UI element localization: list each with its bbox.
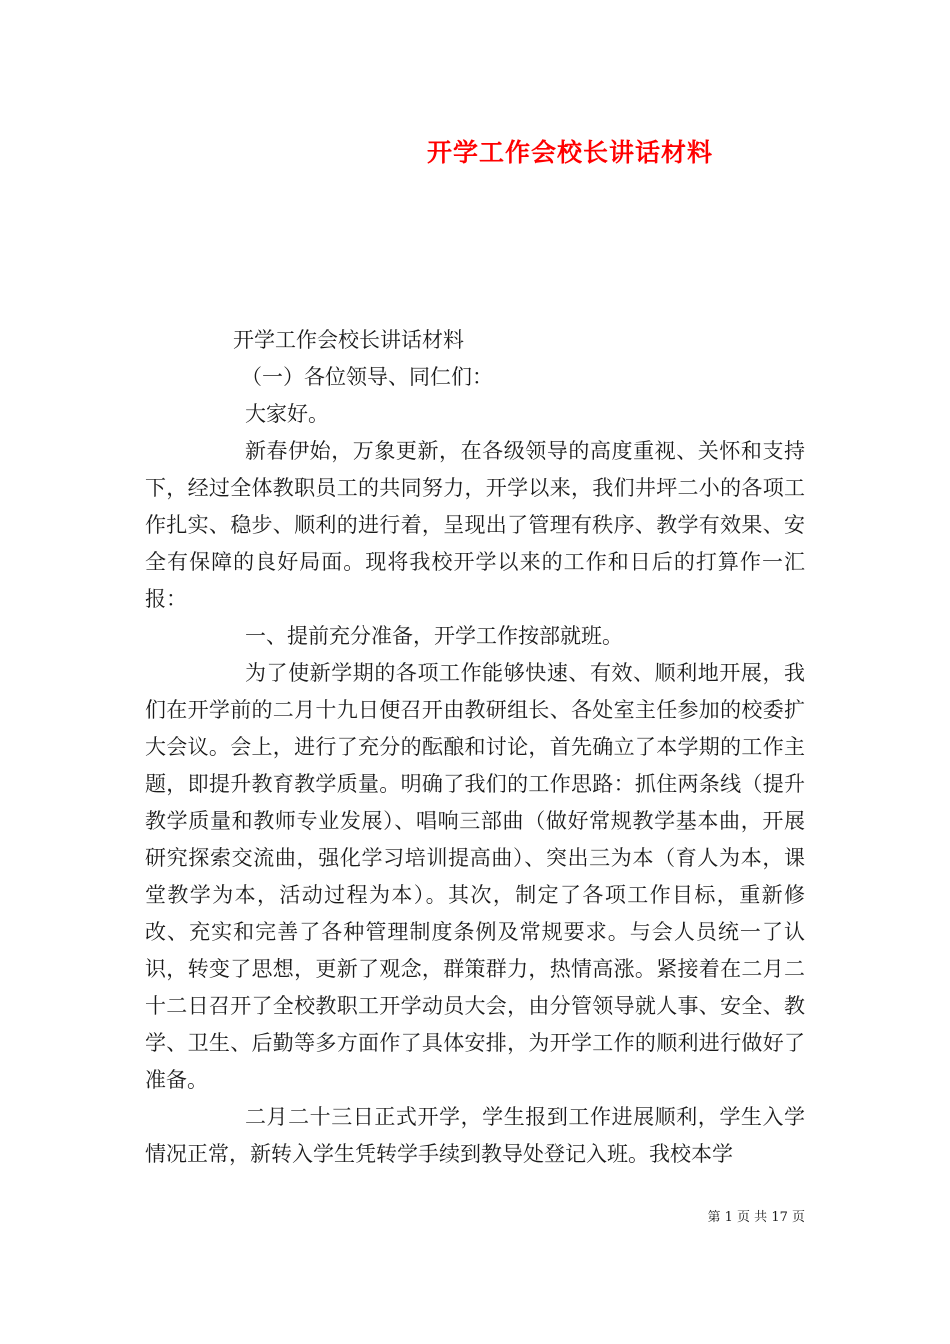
- section-heading: 一、提前充分准备，开学工作按部就班。: [245, 624, 623, 648]
- page-number: 第 1 页 共 17 页: [707, 1210, 805, 1225]
- paragraph-preparation: 为了使新学期的各项工作能够快速、有效、顺利地开展，我们在开学前的二月十九日便召开由教研组长、各处室主任参加的校委扩大会议。会上，进行了充分的酝酿和讨论，首先确立了本学期的工作主题，即提升教育教学质量。明确了我们的工作思路：抓住两条线（提升教学质量和教师专业发展）、唱响三部曲（做好常规教学基本曲，开展研究探索交流曲，强化学习培训提高曲）、突出三为本（育人为本，课堂教学为本，活动过程为本）。其次，制定了各项工作目标，重新修改、充实和完善了各种管理制度条例及常规要求。与会人员统一了认识，转变了思想，更新了观念，群策群力，热情高涨。紧接着在二月二十二日召开了全校教职工开学动员大会，由分管领导就人事、安全、教学、卫生、后勤等多方面作了具体安排，为开学工作的顺利进行做好了准备。: [145, 661, 805, 1092]
- salutation: （一）各位领导、同仁们：: [241, 365, 493, 389]
- paragraph-intro: 新春伊始，万象更新，在各级领导的高度重视、关怀和支持下，经过全体教职员工的共同努力，开学以来，我们井坪二小的各项工作扎实、稳步、顺利的进行着，呈现出了管理有秩序、教学有效果、安全有保障的良好局面。现将我校开学以来的工作和日后的打算作一汇报：: [145, 439, 805, 611]
- document-title: 开学工作会校长讲话材料: [426, 138, 713, 167]
- document-subtitle: 开学工作会校长讲话材料: [233, 328, 464, 352]
- paragraph-enrollment: 二月二十三日正式开学，学生报到工作进展顺利，学生入学情况正常，新转入学生凭转学手续到教导处登记入班。我校本学: [145, 1105, 805, 1166]
- document-body: [145, 322, 805, 1173]
- greeting: 大家好。: [245, 402, 329, 426]
